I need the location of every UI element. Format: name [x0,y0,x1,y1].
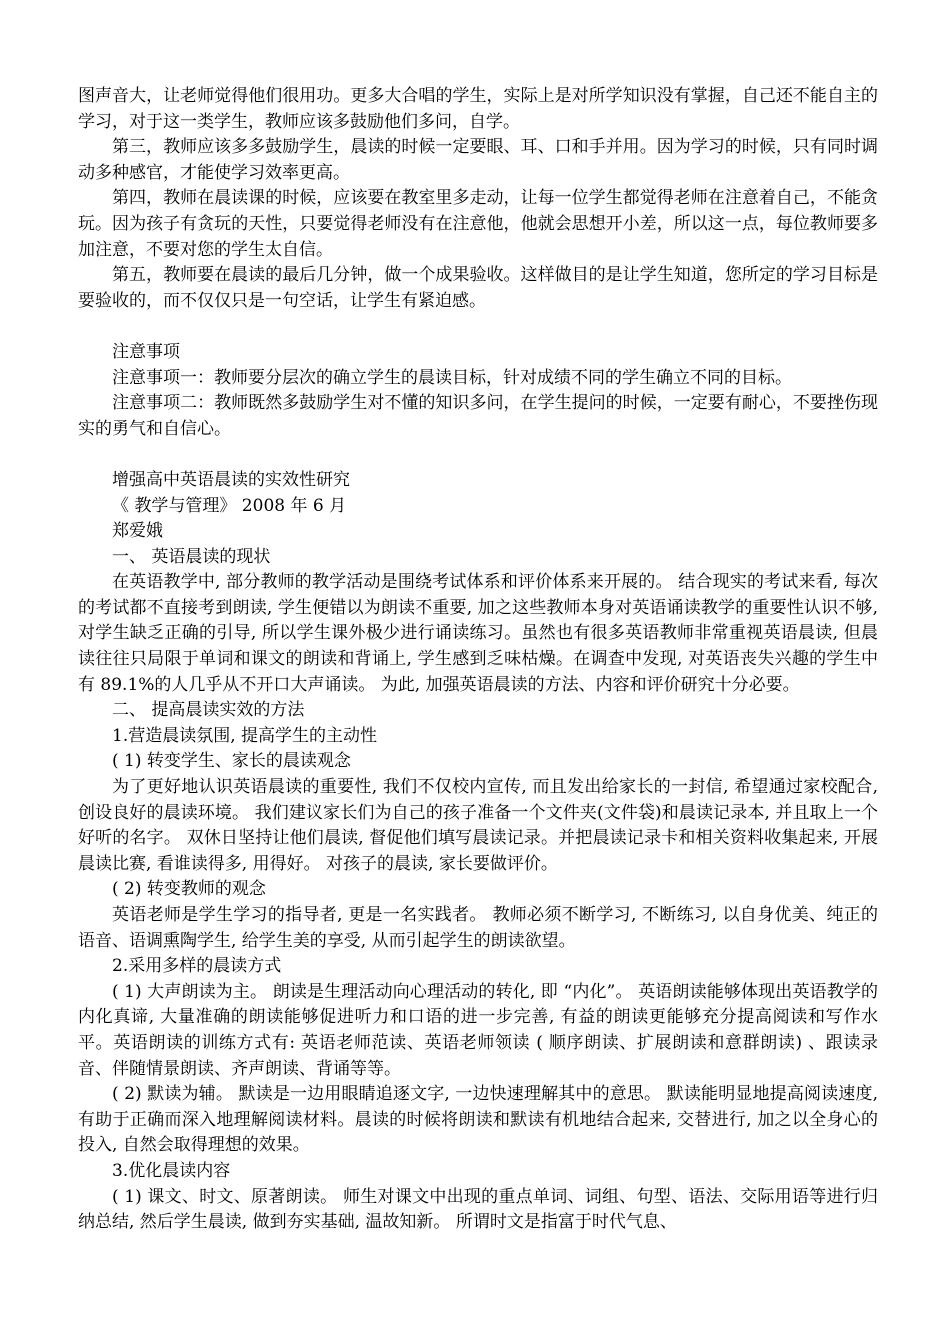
subsection-heading: 2.采用多样的晨读方式 [112,956,282,977]
section-heading: 一、 英语晨读的现状 [112,546,271,567]
article-author: 郑爱娥 [112,521,163,542]
blank-line [78,314,878,340]
paragraph: 英语老师是学生学习的指导者, 更是一名实践者。 教师必须不断学习, 不断练习, 以自身优美、纯正的语音、语调熏陶学生, 给学生美的享受, 从而引起学生的朗读欲望。 [78,905,878,951]
paragraph: ( 1) 课文、时文、原著朗读。 师生对课文中出现的重点单词、词组、句型、语法、交际用语等进行归纳总结, 然后学生晨读, 做到夯实基础, 温故知新。 所谓时文是指富于时代气息、 [78,1186,878,1233]
section-heading: 注意事项 [112,341,180,362]
blank-line [78,442,878,468]
paragraph: 注意事项二：教师既然多鼓励学生对不懂的知识多问，在学生提问的时候，一定要有耐心，不要挫伤现实的勇气和自信心。 [78,393,878,439]
paragraph: ( 1) 大声朗读为主。 朗读是生理活动向心理活动的转化, 即 “内化”。 英语朗读能够体现出英语教学的内化真谛, 大量准确的朗读能够促进听力和口语的进一步完善, 有益的朗读更能够充分提高阅读和写作水平。英语朗读的训练方式有: 英语老师范读、英语老师领读 ( 顺序朗读、扩展朗读和意群朗读) 、跟读录音、伴随情景朗读、齐声朗读、背诵等等。 [78,981,878,1079]
paragraph: ( 2) 默读为辅。 默读是一边用眼睛追逐文字, 一边快速理解其中的意思。 默读能明显地提高阅读速度,有助于正确而深入地理解阅读材料。晨读的时候将朗读和默读有机地结合起来, 交替进行, 加之以全身心的投入, 自然会取得理想的效果。 [78,1084,878,1156]
subsection-heading: 1.营造晨读氛围, 提高学生的主动性 [112,725,378,746]
paragraph: 第三，教师应该多多鼓励学生，晨读的时候一定要眼、耳、口和手并用。因为学习的时候，只有同时调动多种感官，才能使学习效率更高。 [78,137,878,183]
subsection-heading: ( 1) 转变学生、家长的晨读观念 [112,751,351,772]
paragraph: 注意事项一：教师要分层次的确立学生的晨读目标，针对成绩不同的学生确立不同的目标。 [112,367,792,388]
paragraph: 为了更好地认识英语晨读的重要性, 我们不仅校内宣传, 而且发出给家长的一封信, 希望通过家校配合, 创设良好的晨读环境。 我们建议家长们为自己的孩子准备一个文件夹(文件袋)和晨读记录本, 并且取上一个好听的名字。 双休日坚持让他们晨读, 督促他们填写晨读记录。并把晨读记录卡和相关资料收集起来, 开展晨读比赛, 看谁读得多, 用得好。 对孩子的晨读, 家长要做评价。 [78,777,878,874]
section-heading: 二、 提高晨读实效的方法 [112,700,305,721]
paragraph: 图声音大，让老师觉得他们很用功。更多大合唱的学生，实际上是对所学知识没有掌握，自己还不能自主的学习，对于这一类学生，教师应该多鼓励他们多问，自学。 [78,86,878,132]
subsection-heading: 3.优化晨读内容 [112,1160,231,1181]
paragraph: 在英语教学中, 部分教师的教学活动是围绕考试体系和评价体系来开展的。 结合现实的考试来看, 每次的考试都不直接考到朗读, 学生便错以为朗读不重要, 加之这些教师本身对英语诵读教学的重要性认识不够, 对学生缺乏正确的引导, 所以学生课外极少进行诵读练习。虽然也有很多英语教师非常重视英语晨读, 但晨读往往只局限于单词和课文的朗读和背诵上, 学生感到乏味枯燥。在调查中发现, 对英语丧失兴趣的学生中有 89.1%的人几乎从不开口大声诵读。 为此, 加强英语晨读的方法、内容和评价研究十分必要。 [78,572,878,695]
subsection-heading: ( 2) 转变教师的观念 [112,879,266,900]
paragraph: 第四，教师在晨读课的时候，应该要在教室里多走动，让每一位学生都觉得老师在注意着自己，不能贪玩。因为孩子有贪玩的天性，只要觉得老师没有在注意他，他就会思想开小差，所以这一点，每位教师要多加注意，不要对您的学生太自信。 [78,188,878,260]
article-source: 《 教学与管理》 2008 年 6 月 [112,495,347,516]
document-page [78,84,878,1236]
article-title: 增强高中英语晨读的实效性研究 [112,469,350,490]
paragraph: 第五，教师要在晨读的最后几分钟，做一个成果验收。这样做目的是让学生知道，您所定的学习目标是要验收的，而不仅仅只是一句空话，让学生有紧迫感。 [78,265,878,311]
